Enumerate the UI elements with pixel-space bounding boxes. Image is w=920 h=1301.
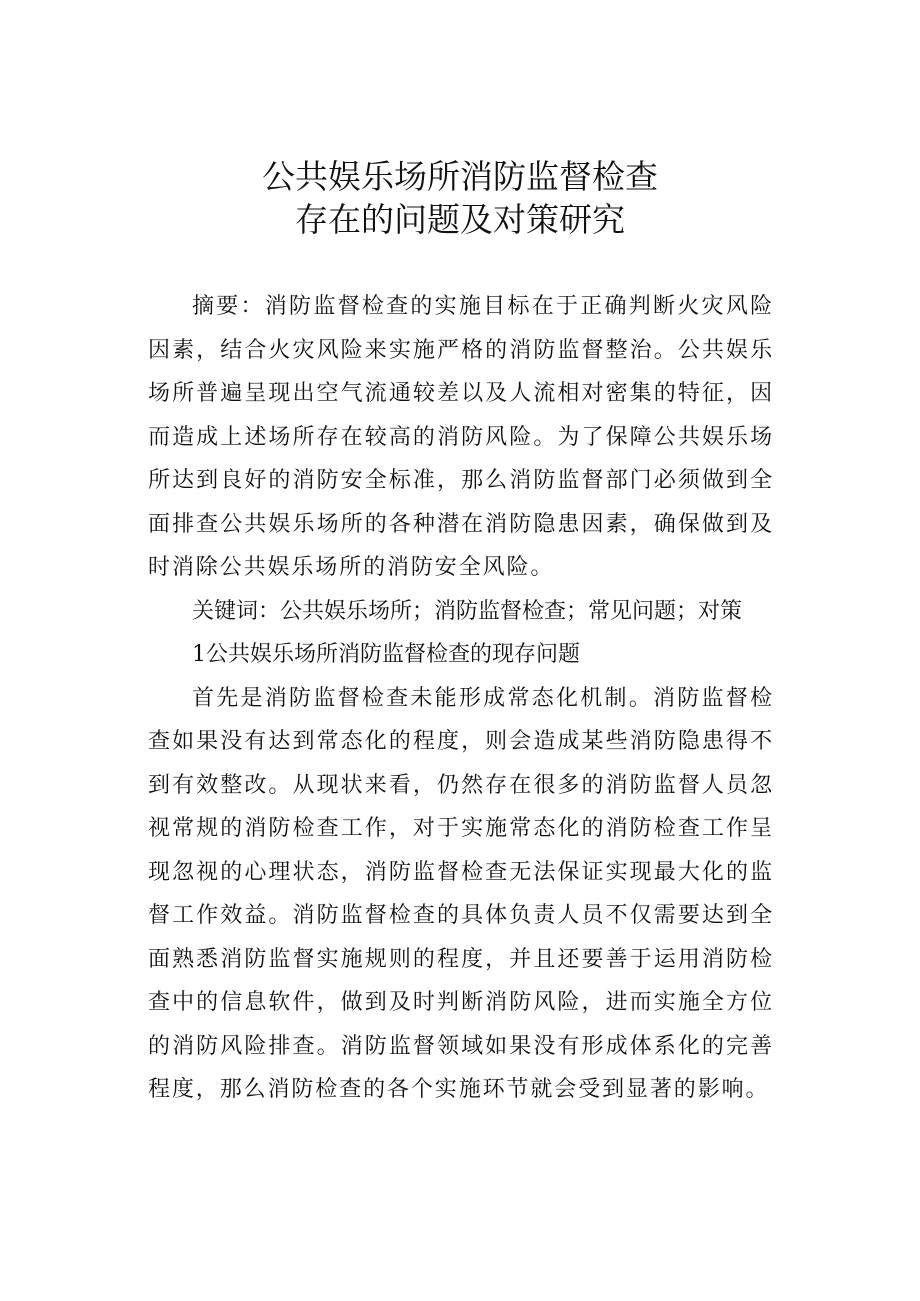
abstract-paragraph: 摘要：消防监督检查的实施目标在于正确判断火灾风险因素，结合火灾风险来实施严格的消防监督整治。公共娱乐场所普遍呈现出空气流通较差以及人流相对密集的特征，因而造成上述场所存在较高的消防风险。为了保障公共娱乐场所达到良好的消防安全标准，那么消防监督部门必须做到全面排查公共娱乐场所的各种潜在消防隐患因素，确保做到及时消除公共娱乐场所的消防安全风险。 — [148, 294, 774, 580]
document-title-line-2: 存在的问题及对策研究 — [295, 200, 625, 239]
section-1-heading: 1公共娱乐场所消防监督检查的现存问题 — [192, 642, 580, 667]
section-1-paragraph-1: 首先是消防监督检查未能形成常态化机制。消防监督检查如果没有达到常态化的程度，则会造成某些消防隐患得不到有效整改。从现状来看，仍然存在很多的消防监督人员忽视常规的消防检查工作，对于实施常态化的消防检查工作呈现忽视的心理状态，消防监督检查无法保证实现最大化的监督工作效益。消防监督检查的具体负责人员不仅需要达到全面熟悉消防监督实施规则的程度，并且还要善于运用消防检查中的信息软件，做到及时判断消防风险，进而实施全方位的消防风险排查。消防监督领域如果没有形成体系化的完善程度，那么消防检查的各个实施环节就会受到显著的影响。 — [148, 685, 774, 1102]
keywords-paragraph: 关键词：公共娱乐场所；消防监督检查；常见问题；对策 — [192, 598, 743, 624]
document-body — [148, 285, 774, 1112]
document-title-line-1: 公共娱乐场所消防监督检查 — [262, 157, 658, 196]
